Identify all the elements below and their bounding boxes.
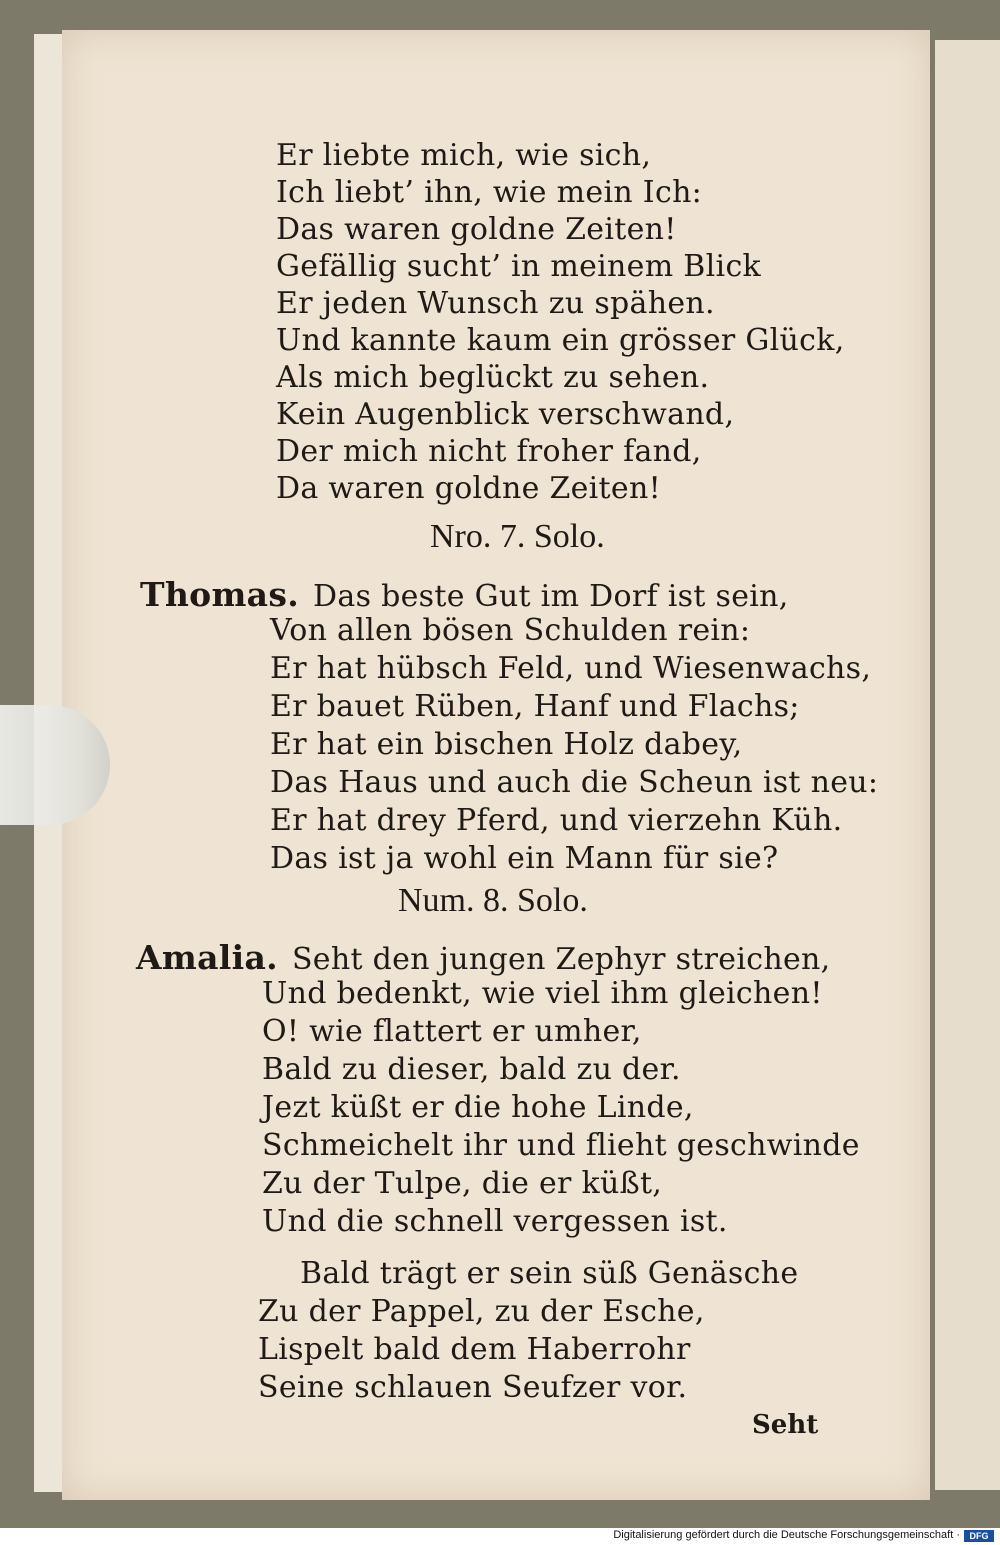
- section-heading: Num. 8. Solo.: [398, 882, 588, 919]
- verse-line: Gefällig sucht’ in meinem Blick: [276, 249, 762, 284]
- verse-line: Zu der Tulpe, die er küßt,: [262, 1166, 663, 1201]
- funding-notice: Digitalisierung gefördert durch die Deutsche Forschungsgemeinschaft ·: [613, 1529, 960, 1541]
- verse-line: Seht den jungen Zephyr streichen,: [291, 942, 831, 977]
- footer-bar: [0, 1528, 1000, 1545]
- verse-line: Das ist ja wohl ein Mann für sie?: [270, 841, 779, 876]
- verse-line: Der mich nicht froher fand,: [276, 434, 702, 469]
- verse-line: Da waren goldne Zeiten!: [276, 471, 661, 506]
- verse-line: O! wie flattert er umher,: [262, 1014, 642, 1049]
- speaker-line: [140, 575, 789, 614]
- verse-line: Bald trägt er sein süß Genäsche: [300, 1256, 799, 1291]
- verse-line: Ich liebt’ ihn, wie mein Ich:: [276, 175, 703, 210]
- dfg-logo-icon: DFG: [964, 1530, 994, 1542]
- verse-line: Das Haus und auch die Scheun ist neu:: [270, 765, 879, 800]
- verse-line: Kein Augenblick verschwand,: [276, 397, 735, 432]
- verse-line: Er bauet Rüben, Hanf und Flachs;: [270, 689, 800, 724]
- verse-line: Und bedenkt, wie viel ihm gleichen!: [262, 976, 823, 1011]
- facing-page-edge: [935, 40, 1000, 1490]
- verse-line: Und die schnell vergessen ist.: [262, 1204, 728, 1239]
- verse-line: Er hat ein bischen Holz dabey,: [270, 727, 743, 762]
- verse-line: Und kannte kaum ein grösser Glück,: [276, 323, 845, 358]
- section-heading: Nro. 7. Solo.: [430, 518, 605, 555]
- catchword: Seht: [752, 1410, 819, 1440]
- verse-line: Das waren goldne Zeiten!: [276, 212, 677, 247]
- speaker-name: Amalia.: [136, 938, 278, 977]
- verse-line: Jezt küßt er die hohe Linde,: [262, 1090, 694, 1125]
- verse-line: Er hat hübsch Feld, und Wiesenwachs,: [270, 651, 872, 686]
- verse-line: Er hat drey Pferd, und vierzehn Küh.: [270, 803, 843, 838]
- verse-line: Seine schlauen Seufzer vor.: [258, 1370, 688, 1405]
- verse-line: Er liebte mich, wie sich,: [276, 138, 652, 173]
- verse-line: Von allen bösen Schulden rein:: [270, 613, 751, 648]
- book-page: [62, 30, 930, 1500]
- speaker-line: [136, 938, 830, 977]
- verse-line: Schmeichelt ihr und flieht geschwinde: [262, 1128, 860, 1163]
- verse-line: Das beste Gut im Dorf ist sein,: [313, 579, 789, 614]
- verse-line: Lispelt bald dem Haberrohr: [258, 1332, 691, 1367]
- verse-line: Als mich beglückt zu sehen.: [276, 360, 710, 395]
- speaker-name: Thomas.: [140, 575, 300, 614]
- verse-line: Er jeden Wunsch zu spähen.: [276, 286, 715, 321]
- verse-line: Bald zu dieser, bald zu der.: [262, 1052, 681, 1087]
- verse-line: Zu der Pappel, zu der Esche,: [258, 1294, 705, 1329]
